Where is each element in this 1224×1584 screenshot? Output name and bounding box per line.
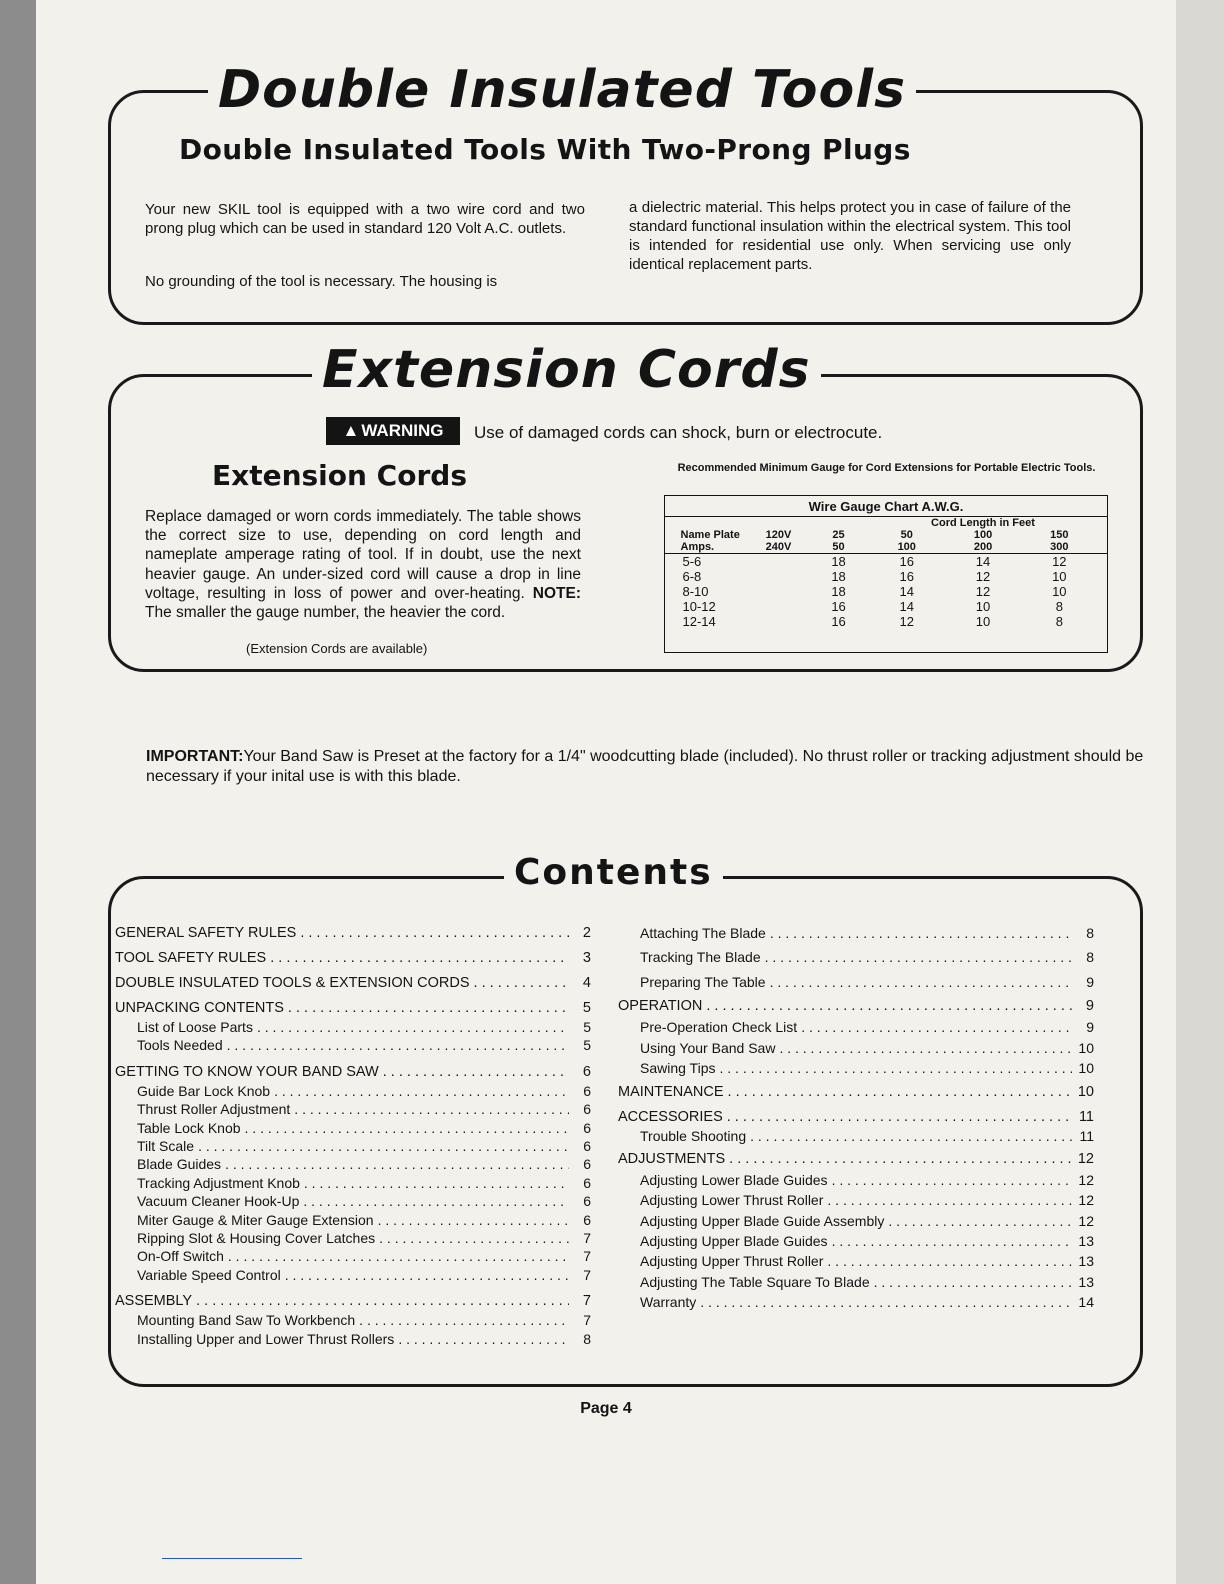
- contents-entry-label: Adjusting Upper Blade Guides: [640, 1233, 828, 1250]
- contents-entry: [618, 1191, 1094, 1209]
- contents-entry-label: ADJUSTMENTS: [618, 1150, 726, 1167]
- contents-entry-page: 6: [583, 1174, 591, 1191]
- contents-entry-label: Ripping Slot & Housing Cover Latches: [137, 1230, 376, 1247]
- contents-leader-dots: [288, 999, 569, 1018]
- warning-triangle-icon: ▲: [342, 421, 360, 440]
- contents-entry-label: Tilt Scale: [137, 1138, 195, 1155]
- contents-entry: [115, 999, 591, 1018]
- contents-entry: [115, 1100, 591, 1118]
- contents-leader-dots: [303, 1192, 569, 1210]
- contents-leader-dots: [832, 1171, 1072, 1189]
- double-insulated-para-1: Your new SKIL tool is equipped with a two wire cord and two prong plug which can be used in standard 120 Volt A.C. outlets.: [145, 201, 585, 237]
- contents-entry-page: 13: [1078, 1253, 1094, 1270]
- contents-entry-label: Pre-Operation Check List: [640, 1019, 798, 1036]
- contents-entry: [618, 1293, 1094, 1311]
- contents-entry-label: TOOL SAFETY RULES: [115, 950, 267, 966]
- contents-leader-dots: [770, 973, 1072, 991]
- contents-leader-dots: [801, 1018, 1072, 1036]
- contents-entry: [618, 1252, 1094, 1270]
- contents-leader-dots: [832, 1232, 1072, 1250]
- contents-entry: [115, 1229, 591, 1247]
- contents-entry-label: DOUBLE INSULATED TOOLS & EXTENSION CORDS: [115, 975, 470, 991]
- gauge-value: 14: [899, 599, 914, 614]
- contents-leader-dots: [304, 1174, 569, 1192]
- contents-entry-page: 12: [1077, 1150, 1094, 1167]
- contents-leader-dots: [398, 1330, 569, 1348]
- contents-leader-dots: [765, 948, 1072, 966]
- contents-entry: [618, 948, 1094, 966]
- contents-leader-dots: [228, 1247, 569, 1265]
- contents-leader-dots: [274, 1082, 569, 1100]
- contents-entry-page: 13: [1078, 1273, 1094, 1290]
- contents-leader-dots: [729, 1150, 1072, 1169]
- contents-entry-page: 6: [583, 1138, 591, 1155]
- contents-entry-label: GETTING TO KNOW YOUR BAND SAW: [115, 1063, 379, 1080]
- double-insulated-subtitle: Double Insulated Tools With Two-Prong Plugs: [179, 133, 911, 166]
- double-insulated-para-2: No grounding of the tool is necessary. The housing is: [145, 273, 498, 290]
- gauge-value: 10: [975, 599, 991, 614]
- page-number: Page 4: [580, 1400, 632, 1417]
- contents-entry-page: 10: [1078, 1039, 1094, 1056]
- contents-entry-label: Using Your Band Saw: [640, 1039, 776, 1056]
- contents-entry-label: Attaching The Blade: [640, 925, 766, 941]
- gauge-value: 18: [831, 584, 846, 599]
- gauge-amps: 10-12: [682, 599, 716, 614]
- contents-entry-label: Adjusting Upper Blade Guide Assembly: [640, 1212, 885, 1229]
- contents-entry-page: 12: [1078, 1212, 1094, 1229]
- contents-entry-label: Guide Bar Lock Knob: [137, 1082, 271, 1099]
- gauge-value: 8: [1055, 614, 1063, 629]
- contents-leader-dots: [827, 1191, 1072, 1209]
- contents-entry-page: 14: [1078, 1294, 1094, 1311]
- contents-entry-label: Tracking Adjustment Knob: [137, 1174, 300, 1191]
- contents-entry: [115, 1311, 591, 1329]
- important-label: IMPORTANT:: [146, 748, 244, 765]
- contents-entry: [115, 1292, 591, 1311]
- contents-entry-label: Variable Speed Control: [137, 1266, 281, 1283]
- contents-entry: [115, 1174, 591, 1192]
- contents-leader-dots: [706, 997, 1072, 1016]
- contents-entry-page: 6: [583, 1156, 591, 1173]
- double-insulated-para-3: a dielectric material. This helps protect you in case of failure of the standard functional insulation within the electrical system. This tool is intended for residential use only. When servicing use only identical replacement parts.: [629, 199, 1071, 273]
- contents-entry-page: 6: [583, 1082, 591, 1099]
- contents-entry: [115, 1266, 591, 1284]
- contents-entry: [115, 1018, 591, 1036]
- contents-leader-dots: [378, 1211, 569, 1229]
- contents-entry-page: 9: [1086, 973, 1094, 990]
- contents-entry-page: 2: [582, 925, 591, 941]
- contents-leader-dots: [770, 924, 1072, 942]
- contents-entry: [115, 1211, 591, 1229]
- contents-entry-page: 8: [1086, 949, 1094, 966]
- contents-entry-page: 11: [1078, 1109, 1094, 1126]
- contents-entry: [115, 1036, 591, 1054]
- gauge-value: 18: [831, 569, 846, 584]
- gauge-amps: 8-10: [682, 584, 709, 599]
- gauge-value: 18: [831, 554, 846, 569]
- gauge-row: [665, 614, 1108, 629]
- contents-entry-label: Adjusting Lower Blade Guides: [640, 1171, 828, 1188]
- contents-entry-page: 6: [583, 1119, 591, 1136]
- extension-cords-title: Extension Cords: [312, 344, 821, 396]
- contents-entry: [115, 1330, 591, 1348]
- gauge-row: [665, 569, 1108, 584]
- note-label: NOTE:: [532, 584, 582, 602]
- gauge-value: 14: [899, 584, 914, 599]
- contents-entry-label: On-Off Switch: [137, 1248, 224, 1265]
- gauge-value: 16: [831, 599, 846, 614]
- contents-entry-label: Miter Gauge & Miter Gauge Extension: [137, 1211, 374, 1228]
- contents-entry-label: Adjusting Upper Thrust Roller: [640, 1253, 824, 1270]
- warning-text: Use of damaged cords can shock, burn or electrocute.: [474, 423, 883, 442]
- gauge-value: 10: [1052, 584, 1067, 599]
- contents-leader-dots: [227, 1036, 569, 1054]
- contents-entry-page: 7: [583, 1312, 591, 1329]
- contents-entry: [618, 1171, 1094, 1189]
- contents-entry-page: 5: [583, 1019, 591, 1035]
- contents-entry-page: 7: [583, 1248, 591, 1265]
- contents-entry-label: GENERAL SAFETY RULES: [115, 925, 297, 941]
- contents-leader-dots: [359, 1311, 569, 1329]
- contents-leader-dots: [196, 1292, 569, 1311]
- page-edge-strip: [1176, 0, 1224, 1584]
- gauge-value: 8: [1055, 599, 1063, 614]
- contents-leader-dots: [700, 1293, 1072, 1311]
- gauge-amps: 5-6: [682, 554, 702, 569]
- contents-entry: [618, 1039, 1094, 1057]
- contents-entry-label: Trouble Shooting: [640, 1128, 747, 1145]
- contents-entry: [115, 1063, 591, 1082]
- gauge-row: [665, 554, 1108, 570]
- contents-entry-label: Tracking The Blade: [640, 949, 761, 966]
- contents-leader-dots: [257, 1018, 569, 1036]
- contents-entry-label: Blade Guides: [137, 1156, 222, 1173]
- contents-entry: [618, 1212, 1094, 1230]
- gauge-value: 10: [1052, 569, 1067, 584]
- contents-entry-label: OPERATION: [618, 998, 703, 1015]
- contents-entry: [618, 1018, 1094, 1036]
- gauge-chart-caption: Recommended Minimum Gauge for Cord Extensions for Portable Electric Tools.: [677, 462, 1096, 474]
- contents-leader-dots: [719, 1059, 1072, 1077]
- contents-entry-label: Thrust Roller Adjustment: [137, 1101, 291, 1118]
- note-text: The smaller the gauge number, the heavier the cord.: [145, 604, 506, 622]
- contents-entry-page: 5: [582, 1000, 591, 1016]
- contents-entry-page: 7: [583, 1266, 591, 1283]
- contents-leader-dots: [383, 1063, 569, 1082]
- contents-right-column: [618, 924, 1094, 1312]
- contents-entry-page: 10: [1078, 1060, 1094, 1077]
- contents-leader-dots: [750, 1127, 1072, 1145]
- gauge-value: 12: [899, 614, 914, 629]
- contents-entry: [618, 1127, 1094, 1145]
- contents-entry: [618, 997, 1094, 1016]
- contents-entry: [618, 1150, 1094, 1169]
- contents-entry: [618, 924, 1094, 942]
- contents-leader-dots: [294, 1100, 569, 1118]
- contents-entry-page: 6: [583, 1193, 591, 1210]
- col-name-plate: Name Plate Amps.: [680, 529, 740, 553]
- contents-entry-page: 13: [1078, 1233, 1094, 1250]
- contents-leader-dots: [827, 1252, 1072, 1270]
- gauge-row: [665, 584, 1108, 599]
- contents-leader-dots: [300, 924, 569, 943]
- contents-entry-label: Adjusting The Table Square To Blade: [640, 1273, 870, 1290]
- gauge-value: 14: [975, 554, 991, 569]
- contents-entry-label: ACCESSORIES: [618, 1109, 723, 1126]
- contents-entry-label: List of Loose Parts: [137, 1019, 253, 1035]
- contents-entry: [618, 973, 1094, 991]
- contents-entry-page: 7: [582, 1293, 591, 1310]
- underline-mark: [162, 1558, 302, 1559]
- contents-entry-label: Preparing The Table: [640, 973, 766, 990]
- gauge-value: 16: [899, 554, 914, 569]
- important-note: [146, 747, 1146, 787]
- contents-entry-page: 7: [583, 1230, 591, 1247]
- col-len-4: 150 300: [1050, 529, 1069, 553]
- col-len-1: 25 50: [832, 529, 845, 553]
- contents-entry-label: Sawing Tips: [640, 1060, 716, 1077]
- gauge-amps: 12-14: [682, 614, 716, 629]
- contents-leader-dots: [270, 949, 569, 968]
- contents-entry-label: Vacuum Cleaner Hook-Up: [137, 1193, 300, 1210]
- col-len-3: 100 200: [973, 529, 993, 553]
- contents-entry-label: ASSEMBLY: [115, 1293, 193, 1310]
- contents-left-column: [115, 924, 591, 1348]
- warning-badge: [326, 417, 460, 445]
- contents-leader-dots: [285, 1266, 569, 1284]
- gauge-value: 12: [975, 584, 991, 599]
- gauge-value: 12: [1052, 554, 1067, 569]
- contents-title: Contents: [504, 855, 723, 891]
- contents-entry-page: 9: [1085, 998, 1094, 1015]
- contents-entry-page: 11: [1079, 1128, 1094, 1145]
- contents-entry: [618, 1273, 1094, 1291]
- extension-cords-para: [145, 507, 581, 622]
- contents-entry: [115, 1247, 591, 1265]
- col-120v: 120V 240V: [765, 529, 792, 553]
- contents-entry: [115, 1119, 591, 1137]
- contents-leader-dots: [779, 1039, 1072, 1057]
- contents-entry-page: 6: [583, 1211, 591, 1228]
- important-text: Your Band Saw is Preset at the factory for a 1/4" woodcutting blade (included). No thrust roller or tracking adjustment should be necessary if your inital use is with this blade.: [146, 748, 1144, 785]
- contents-leader-dots: [728, 1083, 1072, 1102]
- contents-entry-label: Tools Needed: [137, 1037, 223, 1054]
- contents-entry: [115, 924, 591, 943]
- contents-entry-label: MAINTENANCE: [618, 1084, 724, 1101]
- contents-entry-page: 6: [582, 1063, 591, 1080]
- col-cord-length: Cord Length in Feet: [931, 517, 1035, 529]
- contents-entry: [115, 1082, 591, 1100]
- contents-entry-page: 3: [582, 950, 591, 966]
- contents-leader-dots: [474, 974, 569, 993]
- gauge-chart-title: Wire Gauge Chart A.W.G.: [665, 496, 1108, 517]
- contents-entry-label: Installing Upper and Lower Thrust Rollers: [137, 1330, 395, 1347]
- contents-entry-page: 8: [1086, 925, 1094, 941]
- gauge-value: 16: [899, 569, 914, 584]
- contents-entry: [618, 1083, 1094, 1102]
- contents-entry: [115, 1155, 591, 1173]
- gauge-amps: 6-8: [682, 569, 702, 584]
- wire-gauge-table: [664, 495, 1108, 629]
- contents-entry: [618, 1108, 1094, 1127]
- contents-entry-page: 6: [583, 1101, 591, 1118]
- contents-entry: [618, 1232, 1094, 1250]
- gauge-row: [665, 599, 1108, 614]
- contents-leader-dots: [245, 1119, 569, 1137]
- contents-entry: [115, 1192, 591, 1210]
- contents-entry-label: Adjusting Lower Thrust Roller: [640, 1192, 824, 1209]
- contents-leader-dots: [198, 1137, 569, 1155]
- contents-entry-page: 12: [1078, 1192, 1094, 1209]
- warning-label: WARNING: [361, 421, 444, 440]
- contents-entry-page: 12: [1078, 1171, 1094, 1188]
- contents-entry: [115, 949, 591, 968]
- gauge-value: 16: [831, 614, 846, 629]
- contents-leader-dots: [727, 1108, 1072, 1127]
- contents-leader-dots: [225, 1155, 569, 1173]
- contents-leader-dots: [874, 1273, 1072, 1291]
- manual-page: [36, 0, 1176, 1584]
- double-insulated-title: Double Insulated Tools: [208, 64, 916, 116]
- extension-cords-subtitle: Extension Cords: [212, 459, 467, 492]
- contents-entry-page: 5: [583, 1037, 591, 1054]
- contents-entry-label: UNPACKING CONTENTS: [115, 1000, 284, 1016]
- contents-entry-page: 10: [1077, 1084, 1094, 1101]
- gauge-value: 12: [975, 569, 991, 584]
- contents-entry-page: 8: [583, 1330, 591, 1347]
- contents-entry-page: 4: [582, 975, 591, 991]
- contents-leader-dots: [888, 1212, 1072, 1230]
- contents-entry-label: Mounting Band Saw To Workbench: [137, 1312, 356, 1329]
- gauge-value: 10: [975, 614, 991, 629]
- contents-entry: [618, 1059, 1094, 1077]
- extension-cords-text: Replace damaged or worn cords immediately. The table shows the correct size to use, depending on cord length and nameplate amperage rating of tool. If in doubt, use the next heavier gauge. An under-sized cord will cause a drop in line voltage, resulting in loss of power and over-heating.: [145, 508, 581, 602]
- contents-entry-label: Warranty: [640, 1294, 697, 1311]
- contents-entry: [115, 974, 591, 993]
- contents-leader-dots: [379, 1229, 569, 1247]
- contents-entry: [115, 1137, 591, 1155]
- contents-entry-page: 9: [1086, 1019, 1094, 1036]
- col-len-2: 50 100: [897, 529, 916, 553]
- contents-entry-label: Table Lock Knob: [137, 1119, 241, 1136]
- cords-available-note: (Extension Cords are available): [246, 641, 428, 656]
